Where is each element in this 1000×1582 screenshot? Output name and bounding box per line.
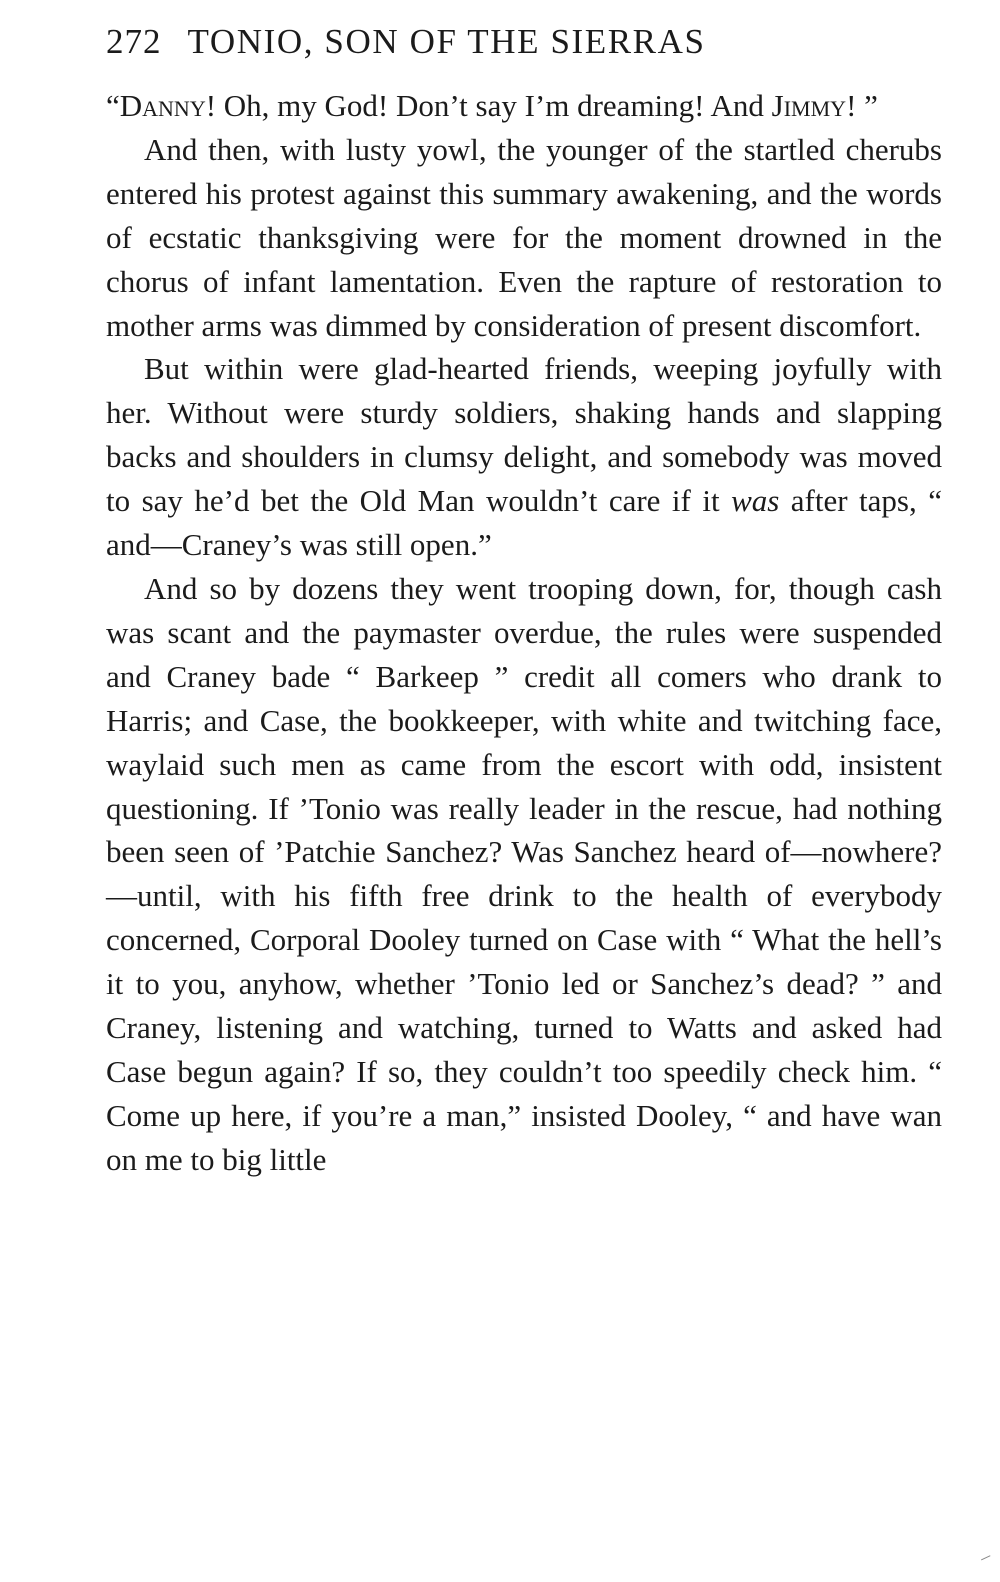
open-quote: “ [106,88,120,123]
scan-mark [981,1555,993,1566]
paragraph-3-text-b: after taps, “ and—Craney’s was still open.” [106,483,942,563]
paragraph-2: And then, with lusty yowl, the younger of the startled cherubs entered his protest against this summary awakening, and the words of ecstatic thanksgiving were for the moment drowned in the chorus of infant lamentation. Even the rapture of restoration to mother arms was dimmed by consideration of present discomfort. [106,131,942,343]
running-title: TONIO, SON OF THE SIERRAS [187,22,706,61]
paragraph-4: And so by dozens they went trooping down, for, though cash was scant and the paymaster overdue, the rules were suspended and Craney bade “ Barkeep ” credit all comers who drank to Harris; and Case, the bookkeeper, with white and twitching face, waylaid such men as came from the escort with odd, insistent questioning. If ’Tonio was really leader in the rescue, had nothing been seen of ’Patchie Sanchez? Was Sanchez heard of—nowhere?—until, with his fifth free drink to the health of everybody concerned, Corporal Dooley turned on Case with “ What the hell’s it to you, anyhow, whether ’Tonio led or Sanchez’s dead? ” and Craney, listening and watching, turned to Watts and asked had Case begun again? If so, they couldn’t too speedily check him. “ Come up here, if you’re a man,” insisted Dooley, “ and have wan on me to big little [106,570,942,1177]
name-danny: Danny [119,88,206,123]
name-jimmy: Jimmy [771,88,847,123]
paragraph-1 [106,84,942,128]
paragraph-1-text-a: ! Oh, my God! Don’t say I’m dreaming! And [205,88,772,123]
book-page [106,22,942,1182]
page-number: 272 [106,22,162,61]
emphasis-was: was [731,483,780,519]
page-body [106,84,942,1182]
paragraph-3-text-a: But within were glad-hearted friends, weeping joyfully with her. Without were sturdy soldiers, shaking hands and slapping backs and shoulders in clumsy delight, and somebody was moved to say he’d bet the Old Man wouldn’t care if it [106,351,942,519]
paragraph-3 [106,347,942,567]
page-header [106,22,942,84]
paragraph-1-text-b: ! ” [846,88,878,123]
